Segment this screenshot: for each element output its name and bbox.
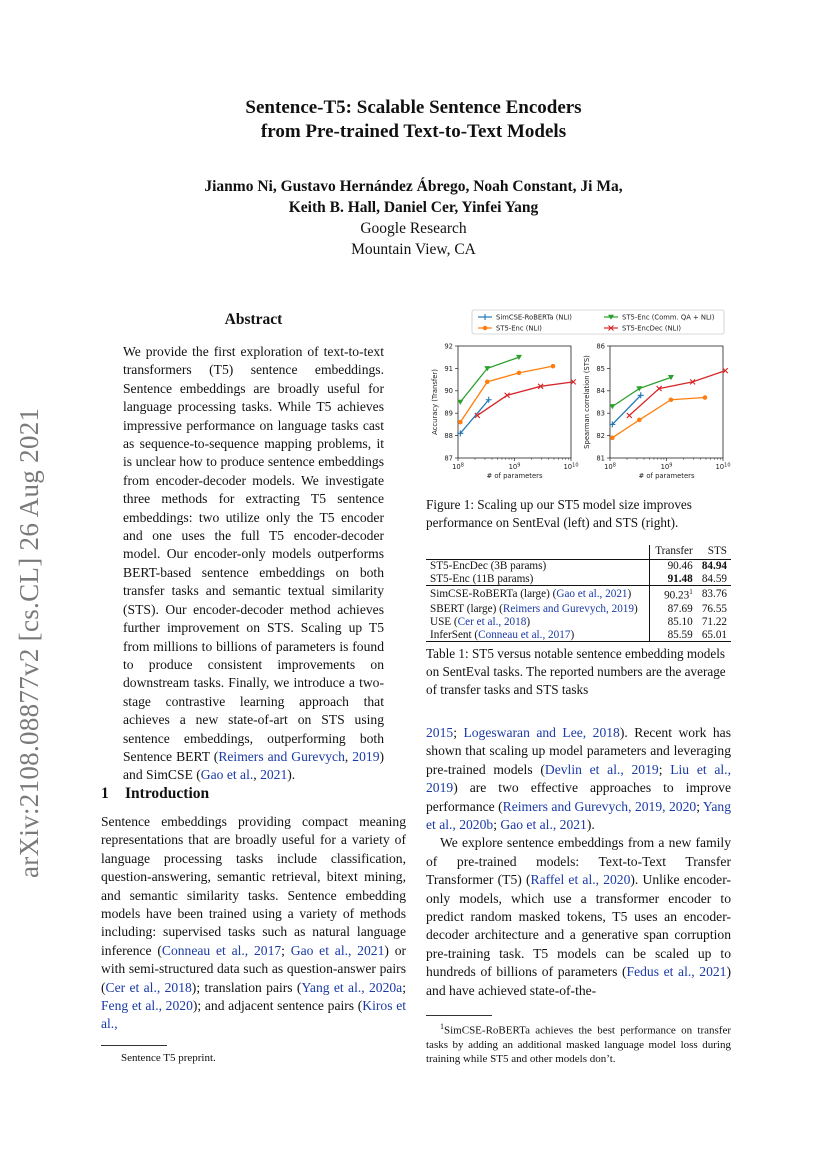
plot-frame [458,346,571,458]
section-number: 1 [101,785,109,802]
model-name-cell [426,559,649,572]
abstract-text-run: ). [287,767,296,783]
citation-link[interactable]: Logeswaran and Lee, 2018 [463,725,620,740]
series-line [612,398,705,438]
body-text-run: ); translation pairs ( [191,979,302,995]
x-tick-label: $10^8$ [604,462,616,471]
y-tick-label: 92 [444,342,453,351]
table-header-cell: Transfer [649,545,696,559]
citation-link[interactable]: Gao et al., 2021 [500,817,587,833]
abstract-text-run: , [344,748,353,764]
citation-link[interactable]: Liu et al., 2019 [426,761,731,796]
body-text-run: ) and have achieved state-of-the- [426,964,732,998]
intro-right-text [426,724,731,1000]
y-tick-label: 84 [596,387,605,396]
citation-link[interactable]: 2019 [352,748,380,764]
affiliation-line-1: Google Research [360,220,467,237]
body-text-run: Sentence embeddings providing compact meaning representations that are broadly useful for a variety of language processing tasks include classification, question-answering, semantic retrieval, bitext mining, and semantic similarity tasks. Sentence embedding models have been trained using a variety of methods including: supervised tasks such as natural language inference ( [101,814,406,958]
y-axis-label: Spearman correlation (STS) [583,355,591,449]
citation-link[interactable]: Fedus et al., 2021 [626,964,727,980]
model-name: ST5-Enc (11B params) [430,572,534,585]
model-name: SimCSE-RoBERTa (large) ( [430,588,557,601]
body-text-run: ). [586,817,595,833]
model-name: ) [526,615,531,628]
body-text-run: ). Unlike encoder-only models, which use a transformer encoder to predict random masked tokens, T5 uses an encoder-decoder architecture and a generative span corruption pre-training task. T5 models can be scaled up to hundreds of billions of parameters ( [426,872,731,980]
footnote-simcse [426,1020,731,1066]
scaling-chart-svg [424,306,734,481]
data-point [458,420,463,425]
y-tick-label: 82 [596,432,605,440]
y-tick-label: 90 [444,387,453,396]
y-axis-label: Accuracy (Transfer) [431,369,439,435]
citation-link[interactable]: Raffel et al., 2020 [530,872,631,888]
citation-link[interactable]: 2021 [260,767,288,783]
body-text-run: ); and adjacent sentence pairs ( [192,998,363,1014]
y-tick-label: 87 [444,454,453,463]
citation-link[interactable]: 2015 [426,725,454,740]
legend-entry: ST5-EncDec (NLI) [622,324,682,333]
intro-right-paragraph-1 [426,724,731,834]
model-name-cell [426,573,649,586]
footnote-rule [426,1015,492,1016]
x-tick-label: $10^{10}$ [715,462,731,471]
arxiv-stamp: arXiv:2108.08877v2 [cs.CL] 26 Aug 2021 [14,407,44,878]
abstract-heading: Abstract [224,311,283,328]
model-name: ) [570,628,575,641]
legend-entry: ST5-Enc (Comm. QA + NLI) [622,313,715,322]
y-tick-label: 85 [596,364,605,373]
title-line-1: Sentence-T5: Scalable Sentence Encoders [245,97,582,118]
abstract-text-run: ) and SimCSE ( [123,748,385,783]
citation-link[interactable]: Reimers and Gurevych, 2019, 2020 [502,798,697,814]
sts-score-cell: 71.22 [701,615,727,628]
x-axis-label: # of parameters [638,472,695,480]
authors-line-1: Jianmo Ni, Gustavo Hernández Ábrego, Noah Constant, Ji Ma, [204,178,623,195]
citation-link[interactable]: Reimers and Gurevych, 2019 [502,602,634,615]
legend-marker [483,326,488,331]
citation-link[interactable]: Gao et al., 2021 [556,588,628,601]
series-line [477,382,573,416]
footnote-mark: 1 [689,588,693,597]
x-tick-label: $10^8$ [452,462,464,471]
sts-score-cell: 83.76 [697,586,731,603]
model-name-cell [426,629,649,642]
table-row [426,616,731,629]
data-point [703,395,708,400]
body-text-run: ; [281,942,291,958]
footnote-text: SimCSE-RoBERTa achieves the best performance on transfer tasks by adding an additional masked language model loss during training while ST5 and other models don’t. [426,1024,731,1065]
table-1-caption: Table 1: ST5 versus notable sentence embedding models on SentEval tasks. The reported numbers are the average of transfer tasks and STS tasks [426,646,726,698]
citation-link[interactable]: Cer et al., 2018 [457,615,527,628]
citation-link[interactable]: Gao et al. [200,767,254,783]
transfer-score-cell: 91.48 [649,573,696,586]
table-row [426,629,731,642]
model-name-cell [426,586,649,603]
figure-1 [424,306,734,481]
body-text-run: ). Recent work has shown that scaling up model parameters and leveraging pre-trained models ( [426,725,731,777]
y-tick-label: 81 [596,454,605,463]
data-point [637,418,642,423]
body-text-run: ; [493,817,501,833]
abstract-text [123,343,384,785]
footnote-rule [101,1045,167,1046]
model-name: USE ( [430,615,458,628]
citation-link[interactable]: Cer et al., 2018 [105,979,192,995]
citation-link[interactable]: Feng et al., 2020 [101,998,193,1014]
model-name-cell [426,603,649,616]
citation-link[interactable]: Yang et al., 2020a [301,979,403,995]
transfer-score-cell: 87.69 [649,603,696,616]
body-text-run: ; [696,798,703,814]
citation-link[interactable]: Gao et al., 2021 [290,942,385,958]
transfer-score-cell: 85.10 [649,616,696,629]
body-text-run: ; [453,725,464,740]
intro-left-paragraph [101,813,406,1034]
series-line [612,377,671,406]
body-text-run: ; [402,979,406,995]
affiliation [0,218,827,260]
section-title: Introduction [125,785,210,802]
citation-link[interactable]: Conneau et al., 2017 [478,628,571,641]
body-text-run: ) are two effective approaches to improve performance ( [426,780,731,814]
y-tick-label: 89 [444,409,453,418]
series-line [460,357,519,402]
model-name-cell [426,616,649,629]
paper-title [0,96,827,144]
abstract-text-run: We provide the first exploration of text-to-text transformers (T5) sentence embeddings. Sentence embeddings are broadly useful for language processing tasks. While T5 achieves impressive performance on language tasks cast as sequence-to-sequence mapping problems, it is unclear how to produce sentence embeddings from encoder-decoder models. We investigate three methods for extracting T5 sentence embeddings: two utilize only the T5 encoder and one uses the full T5 encoder-decoder model. Our encoder-only models outperforms BERT-based sentence embeddings on both transfer tasks and semantic textual similarity (STS). Our encoder-decoder method achieves further improvement on STS. Scaling up T5 from millions to billions of parameters is found to produce consistent improvements on downstream tasks. Finally, we introduce a two-stage contrastive learning approach that achieves a new state-of-art on STS using sentence embeddings, outperforming both Sentence BERT ( [123,344,384,764]
transfer-score-cell: 90.46 [649,559,696,572]
table-row [426,573,731,586]
table-header-cell [426,545,649,559]
citation-link[interactable]: Yang et al., 2020b [426,798,732,833]
transfer-score-cell: 90.23$^1$ [649,586,696,603]
y-tick-label: 88 [444,432,453,440]
series-line [629,371,725,416]
table-header-cell: STS [707,545,727,557]
body-text-run: ; [658,761,671,777]
data-point [485,380,490,385]
sts-score-cell: 65.01 [697,629,731,642]
section-heading-introduction [101,785,406,803]
sts-score-cell: 76.55 [701,602,727,615]
author-list [0,176,827,218]
citation-link[interactable]: Devlin et al., 2019 [544,761,659,777]
model-name: ST5-EncDec (3B params) [430,559,547,572]
table-header-row [426,545,731,559]
data-point [610,436,615,441]
data-point [669,397,674,402]
model-name: ) [633,602,638,615]
x-tick-label: $10^9$ [508,462,521,471]
body-text-run: ) or with semi-structured data such as question-answer pairs ( [101,942,407,995]
legend-entry: ST5-Enc (NLI) [496,324,542,333]
x-axis-label: # of parameters [486,472,543,480]
sts-score-cell: 84.94 [697,559,731,572]
footnote-preprint: Sentence T5 preprint. [121,1052,216,1064]
model-name: InferSent ( [430,628,479,641]
data-point [517,371,522,376]
abstract-text-run: , [253,767,261,783]
legend-entry: SimCSE-RoBERTa (NLI) [496,313,572,322]
y-tick-label: 83 [596,409,605,418]
intro-right-paragraph-2 [426,834,731,1000]
data-point [627,413,632,418]
data-point [551,364,556,369]
table-row [426,603,731,616]
figure-1-caption: Figure 1: Scaling up our ST5 model size improves performance on SentEval (left) and STS (right). [426,497,692,531]
model-name: SBERT (large) ( [430,602,503,615]
x-tick-label: $10^{10}$ [563,462,579,471]
body-text-run: We explore sentence embeddings from a new family of pre-trained models: Text-to-Text Transfer Transformer (T5) ( [426,835,731,888]
x-tick-label: $10^9$ [660,462,673,471]
citation-link[interactable]: Conneau et al., 2017 [161,942,282,958]
citation-link[interactable]: Kiros et al., [101,998,407,1032]
footnote-mark: 1 [440,1022,444,1031]
citation-link[interactable]: Reimers and Gurevych [218,748,345,764]
transfer-score-cell: 85.59 [649,629,696,642]
table-1 [426,545,731,642]
model-name: ) [627,588,632,601]
table-row [426,559,731,572]
results-table [426,545,731,642]
y-tick-label: 91 [444,364,453,373]
authors-line-2: Keith B. Hall, Daniel Cer, Yinfei Yang [288,199,539,216]
y-tick-label: 86 [596,342,605,351]
affiliation-line-2: Mountain View, CA [351,241,476,258]
table-row [426,586,731,603]
sts-score-cell: 84.59 [701,572,727,585]
title-line-2: from Pre-trained Text-to-Text Models [260,121,567,142]
